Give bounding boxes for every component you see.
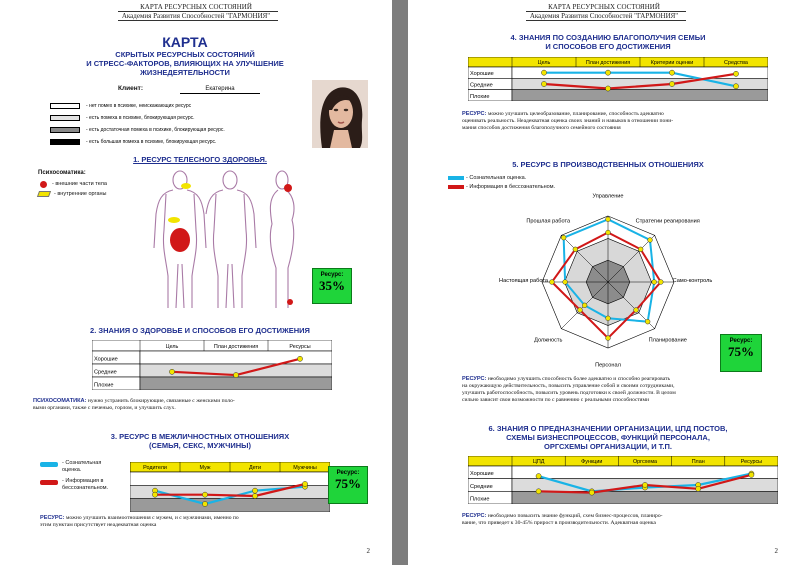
resource-box-label: Ресурс: <box>336 470 360 476</box>
trace-point <box>541 70 546 75</box>
subtitle-2: И СТРЕСС-ФАКТОРОВ, ВЛИЯЮЩИХ НА УЛУЧШЕНИЕ <box>86 59 284 68</box>
section-5-title: 5. РЕСУРС В ПРОИЗВОДСТВЕННЫХ ОТНОШЕНИЯХ <box>512 160 704 169</box>
table-row-label: Плохие <box>94 382 114 389</box>
table-row-label: Хорошие <box>470 71 494 78</box>
table-col-header: Дети <box>249 465 261 472</box>
production-radar-chart <box>468 190 748 370</box>
legend-text-3: - есть достаточная помеха в психике, блокирующая ресурс. <box>86 127 225 133</box>
paragraph-line: вание, что приведет к 30-45% прирост в производительности. Адекватная оценка <box>462 520 656 526</box>
legend-line-red <box>40 480 58 485</box>
page-number: 2 <box>366 547 370 555</box>
section-6-title: 6. ЗНАНИЯ О ПРЕДНАЗНАЧЕНИИ ОРГАНИЗАЦИИ, ЦПД ПОСТОВ, <box>488 424 728 433</box>
trace-point <box>642 482 647 487</box>
trace-point <box>749 472 754 477</box>
family-knowledge-table <box>468 57 768 101</box>
legend-conscious: - Сознательная оценка. <box>62 460 102 473</box>
table-row-band <box>140 377 332 390</box>
section-6-subtitle: СХЕМЫ БИЗНЕСПРОЦЕССОВ, ФУНКЦИЙ ПЕРСОНАЛА, <box>506 433 710 442</box>
section-2-title: 2. ЗНАНИЯ О ЗДОРОВЬЕ И СПОСОБОВ ЕГО ДОСТИЖЕНИЯ <box>90 326 310 335</box>
table-col-header: Функции <box>581 459 603 466</box>
client-label: Клиент: <box>118 85 143 92</box>
radar-point <box>563 280 568 285</box>
psycho-item-2: - внутренние органы <box>54 191 107 197</box>
radar-point <box>645 319 650 324</box>
trace-point <box>297 356 302 361</box>
table-col-header: Оргсхема <box>632 459 658 466</box>
resource-box-value: 35% <box>319 278 345 293</box>
paragraph-label: РЕСУРС: <box>462 513 487 519</box>
table-row-band <box>512 491 778 504</box>
paragraph-label: ПСИХОСОМАТИКА: <box>33 398 87 404</box>
document-page-1 <box>0 0 392 565</box>
header-title: КАРТА РЕСУРСНЫХ СОСТОЯНИЙ <box>140 3 252 11</box>
table-row-band <box>130 499 330 512</box>
header-title: КАРТА РЕСУРСНЫХ СОСТОЯНИЙ <box>548 3 660 11</box>
table-row-label: Хорошие <box>470 471 494 478</box>
section-4-title: 4. ЗНАНИЯ ПО СОЗДАНИЮ БЛАГОПОЛУЧИЯ СЕМЬИ <box>510 33 706 42</box>
legend-swatch-medium <box>50 127 80 133</box>
legend-text-4: - есть большая помеха в психике, блокирующая ресурс. <box>86 139 217 145</box>
body-side <box>270 171 294 308</box>
table-row-label: Плохие <box>470 496 490 503</box>
radar-point <box>550 280 555 285</box>
radar-axis-label: Персонал <box>595 362 621 369</box>
paragraph-resource-4 <box>462 111 782 132</box>
paragraph-line: этим пунктам присутствует неадекватная оценка <box>40 522 157 528</box>
paragraph-line: нужно устранить блокирующие, связанные с женскими поло- <box>87 398 235 404</box>
header-rule <box>526 20 686 21</box>
organ-marker-yellow <box>181 183 191 189</box>
table-row-band <box>512 90 768 101</box>
paragraph-resource-6 <box>462 513 782 527</box>
paragraph-line: выми органами, также с печенью, горлом, и улучшить слух. <box>33 405 176 411</box>
radar-axis-label: Управление <box>592 193 624 200</box>
legend-line-cyan <box>448 176 464 180</box>
legend-text-2: - есть помеха в психике, блокирующая ресурс. <box>86 115 195 121</box>
table-col-header: План достижения <box>585 60 631 67</box>
table-col-header: Мужчины <box>293 465 317 472</box>
radar-point <box>658 280 663 285</box>
relations-table <box>130 462 330 512</box>
trace-point <box>669 81 674 86</box>
trace-point <box>589 490 594 495</box>
table-header-row <box>468 456 778 466</box>
legend-line-red <box>448 185 464 189</box>
resource-box-label: Ресурс: <box>320 272 344 278</box>
resource-box-value: 75% <box>728 344 754 359</box>
radar-point <box>561 235 566 240</box>
legend-swatch-dark <box>50 139 80 145</box>
radar-axis-label: Стратегии реагирования <box>635 218 700 225</box>
legend-line-cyan <box>40 462 58 467</box>
radar-axis-label: Должность <box>534 337 563 344</box>
trace-point <box>733 71 738 76</box>
trace-point <box>202 492 207 497</box>
trace-point <box>152 492 157 497</box>
organ-marker-red <box>287 299 293 305</box>
table-col-header: Ресурсы <box>289 343 311 350</box>
table-col-header: Ресурсы <box>740 459 763 466</box>
organ-marker-red <box>284 184 292 192</box>
paragraph-psychosomatics <box>33 398 373 412</box>
psychosomatics-label: Психосоматика: <box>38 170 86 176</box>
table-col-header: Цель <box>537 60 551 67</box>
radar-point <box>606 316 611 321</box>
resource-box-1 <box>312 268 352 304</box>
radar-axis-label: Настоящая работа <box>499 278 548 284</box>
trace-point <box>733 84 738 89</box>
section-4-subtitle: И СПОСОБОВ ЕГО ДОСТИЖЕНИЯ <box>545 42 671 51</box>
paragraph-line: необходимо повысить знание функций, схем бизнес-процессов, планиро- <box>487 513 663 519</box>
paragraph-line: оценивать реальность. Неадекватная оценка своих знаний и навыков в отношении пони- <box>462 118 674 124</box>
trace-point <box>669 70 674 75</box>
client-photo <box>312 80 368 148</box>
yellow-organ-icon <box>37 191 51 197</box>
radar-legend-conscious: - Сознательная оценка. <box>466 175 527 181</box>
section-6-subtitle: ОРГСХЕМЫ ОРГАНИЗАЦИИ, И Т.П. <box>544 442 672 451</box>
table-col-header: Критерии оценки <box>650 60 694 67</box>
paragraph-line: можно улучшить взаимоотношения с мужем, и с мужчинами, именно по <box>65 515 239 521</box>
paragraph-resource-3 <box>40 515 370 529</box>
trace-point <box>536 474 541 479</box>
legend-unconscious: - Информация в бессознательном. <box>62 478 109 491</box>
document-page-2 <box>408 0 800 565</box>
radar-point <box>634 308 639 313</box>
organ-marker-red-large <box>170 228 190 252</box>
trace-point <box>605 70 610 75</box>
radar-axis-label: Планирование <box>648 337 687 344</box>
radar-axis-label: Прошлая работа <box>526 218 571 225</box>
radar-point <box>578 308 583 313</box>
radar-point <box>573 247 578 252</box>
trace-point <box>169 369 174 374</box>
table-col-header: ЦПД <box>532 459 545 466</box>
table-row-band <box>130 472 330 485</box>
radar-legend-unconscious: - Информация в бессознательном. <box>466 184 556 190</box>
organization-knowledge-table <box>468 456 778 504</box>
section-3-subtitle: (СЕМЬЯ, СЕКС, МУЖЧИНЫ) <box>148 441 251 450</box>
paragraph-line: необходимо улучшить способность более адекватно и способно реагировать <box>487 376 671 382</box>
psycho-item-1: - внешние части тела <box>52 181 107 187</box>
radar-axis-label: Само-контроль <box>672 278 713 284</box>
table-col-header: Родители <box>143 465 167 472</box>
section-1-title: 1. РЕСУРС ТЕЛЕСНОГО ЗДОРОВЬЯ. <box>133 155 267 164</box>
table-col-header: Цель <box>165 343 179 350</box>
table-row-label: Хорошие <box>94 356 118 363</box>
radar-point <box>582 303 587 308</box>
radar-point <box>648 238 653 243</box>
body-back <box>206 171 256 308</box>
trace-point <box>252 493 257 498</box>
trace-point <box>605 86 610 91</box>
trace-point <box>202 501 207 506</box>
paragraph-label: РЕСУРС: <box>462 376 487 382</box>
trace-point <box>541 81 546 86</box>
trace-point <box>233 372 238 377</box>
header-academy: Академия Развития Способностей "ГАРМОНИЯ" <box>121 12 271 20</box>
subtitle-1: СКРЫТЫХ РЕСУРСНЫХ СОСТОЯНИЙ <box>115 50 255 59</box>
paragraph-line: мания способов достижения благополучного семейного состояния <box>462 125 621 131</box>
paragraph-line: улучшить работоспособность, повысить уровень подготовки к своей должности. В целом <box>462 390 676 396</box>
radar-point <box>638 247 643 252</box>
table-col-header: План достижения <box>213 343 259 350</box>
table-row-label: Средние <box>470 483 493 490</box>
table-row-band <box>140 351 332 364</box>
paragraph-label: РЕСУРС: <box>40 515 65 521</box>
subtitle-3: ЖИЗНЕДЕЯТЕЛЬНОСТИ <box>140 68 230 77</box>
table-col-header: Муж <box>199 465 211 472</box>
table-row-label: Средние <box>94 369 117 376</box>
radar-point <box>606 217 611 222</box>
radar-point <box>606 230 611 235</box>
resource-box-value: 75% <box>335 476 361 491</box>
page-title: КАРТА <box>162 34 208 50</box>
legend-text-1: - нет помех в психике, неискажающих ресурс <box>86 103 192 109</box>
paragraph-line: можно улучшить целеобразование, планирование, способность адекватно <box>487 111 664 117</box>
header-rule <box>118 20 278 21</box>
paragraph-resource-5 <box>462 376 792 404</box>
resource-box-3 <box>328 466 368 504</box>
radar-point <box>606 336 611 341</box>
body-silhouettes <box>150 168 310 318</box>
knowledge-table-health <box>92 340 332 390</box>
page-number: 2 <box>774 547 778 555</box>
legend-swatch-light <box>50 115 80 121</box>
paragraph-line: на окружающую действительность, повысить управление собой и своими сотрудниками, <box>462 383 675 389</box>
paragraph-label: РЕСУРС: <box>462 111 487 117</box>
radar-point <box>652 280 657 285</box>
trace-point <box>696 486 701 491</box>
table-row-label: Плохие <box>470 93 490 100</box>
table-col-header: План <box>691 459 705 466</box>
resource-box-label: Ресурс: <box>729 338 753 344</box>
organ-marker-yellow <box>168 217 180 223</box>
trace-point <box>302 481 307 486</box>
header-academy: Академия Развития Способностей "ГАРМОНИЯ" <box>529 12 679 20</box>
red-dot-icon <box>40 181 47 188</box>
trace-point <box>536 489 541 494</box>
paragraph-line: сильно зависит свои возможности по с равнению с реальными способностями <box>462 397 650 403</box>
table-row-label: Средние <box>470 82 493 89</box>
legend-swatch-none <box>50 103 80 109</box>
resource-box-5 <box>720 334 762 372</box>
trace-point <box>252 488 257 493</box>
section-3-title: 3. РЕСУРС В МЕЖЛИЧНОСТНЫХ ОТНОШЕНИЯХ <box>110 432 290 441</box>
client-name: Екатерина <box>180 86 260 94</box>
table-col-header: Средства <box>724 60 748 67</box>
